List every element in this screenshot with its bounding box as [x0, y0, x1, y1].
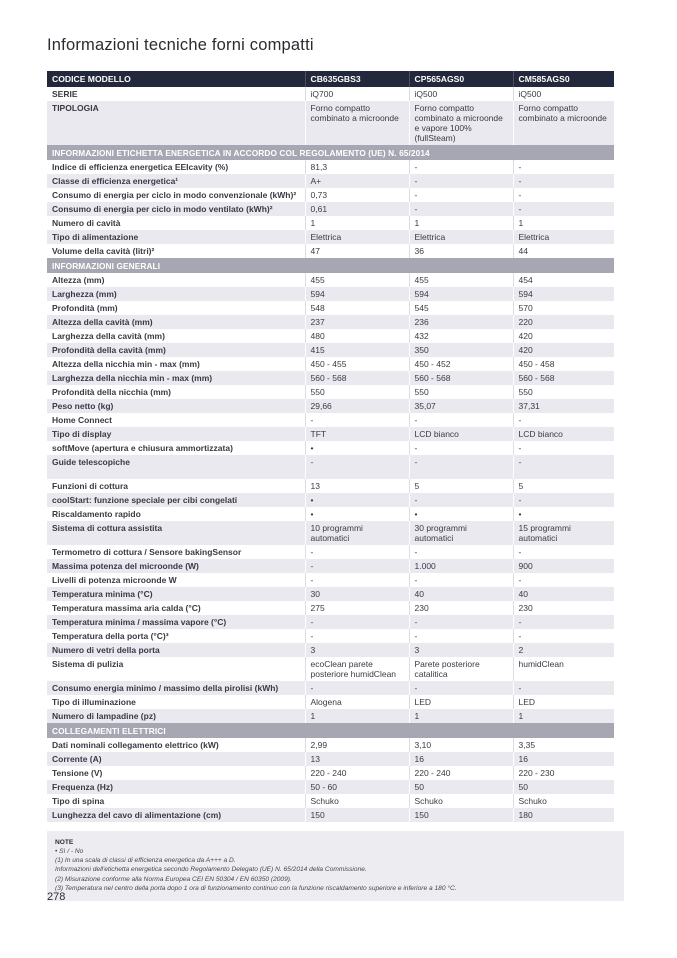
cell-value: Schuko: [409, 794, 513, 808]
table-row: [47, 343, 614, 357]
cell-value: 570: [513, 301, 614, 315]
spec-table: [47, 71, 614, 822]
cell-value: 40: [513, 587, 614, 601]
table-body: [47, 87, 614, 822]
cell-value: Parete posteriore catalitica: [409, 657, 513, 681]
cell-value: 1: [513, 216, 614, 230]
cell-value: -: [305, 615, 409, 629]
row-label: softMove (apertura e chiusura ammortizzata): [52, 443, 233, 453]
cell-value: iQ500: [513, 87, 614, 101]
row-label: Altezza della cavità (mm): [47, 315, 305, 329]
cell-value: 236: [409, 315, 513, 329]
table-row: [47, 521, 614, 545]
section-header-row: [47, 723, 614, 738]
table-head: [47, 71, 614, 87]
cell-value: 2: [513, 643, 614, 657]
cell-value: 16: [409, 752, 513, 766]
row-label: Temperatura massima aria calda (°C): [52, 603, 201, 613]
table-row: [47, 87, 614, 101]
cell-value: 550: [513, 385, 614, 399]
row-label: Profondità della nicchia (mm): [52, 387, 172, 397]
cell-value: 900: [513, 559, 614, 573]
table-header-row: [47, 71, 614, 87]
row-label: Sistema di pulizia: [52, 659, 124, 669]
cell-value: -: [513, 545, 614, 559]
cell-value: 454: [513, 273, 614, 287]
table-row: [47, 315, 614, 329]
row-label: Corrente (A): [47, 752, 305, 766]
cell-value: -: [409, 545, 513, 559]
row-label: Lunghezza del cavo di alimentazione (cm): [47, 808, 305, 822]
table-row: [47, 808, 614, 822]
page-title: Informazioni tecniche forni compatti: [47, 36, 314, 54]
cell-value: 220: [513, 315, 614, 329]
cell-value: 35,07: [409, 399, 513, 413]
table-row: [47, 371, 614, 385]
row-label: Sistema di cottura assistita: [47, 521, 305, 545]
row-label: Volume della cavità (litri)²: [52, 246, 155, 256]
row-label: Peso netto (kg): [47, 399, 305, 413]
cell-value: 594: [409, 287, 513, 301]
row-label: Frequenza (Hz): [47, 780, 305, 794]
row-label: Tipo di spina: [52, 796, 105, 806]
table-row: [47, 559, 614, 573]
row-label: Numero di cavità: [52, 218, 121, 228]
table-row: [47, 188, 614, 202]
cell-value: 230: [513, 601, 614, 615]
cell-value: -: [513, 188, 614, 202]
cell-value: 220 - 230: [513, 766, 614, 780]
cell-value: 50: [409, 780, 513, 794]
table-row: [47, 615, 614, 629]
cell-value: •: [409, 507, 513, 521]
cell-value: Forno compatto combinato a microonde: [513, 101, 614, 145]
cell-value: -: [409, 413, 513, 427]
row-label: Tipo di display: [47, 427, 305, 441]
section-header-row: [47, 145, 614, 160]
cell-value: -: [409, 493, 513, 507]
row-label: Funzioni di cottura: [52, 481, 129, 491]
cell-value: 10 programmi automatici: [305, 521, 409, 545]
table-row: [47, 202, 614, 216]
cell-value: 548: [305, 301, 409, 315]
cell-value: 180: [513, 808, 614, 822]
cell-value: 47: [305, 244, 409, 258]
table-row: [47, 507, 614, 521]
cell-value: 50: [513, 780, 614, 794]
cell-value: -: [409, 160, 513, 174]
row-label: TIPOLOGIA: [47, 101, 305, 145]
table-row: [47, 545, 614, 559]
table-row: [47, 657, 614, 681]
table-row: [47, 766, 614, 780]
row-label: Massima potenza del microonde (W): [47, 559, 305, 573]
notes-box: [47, 831, 624, 901]
cell-value: 480: [305, 329, 409, 343]
note-line: (2) Misurazione conforme alla Norma Europea CEI EN 50304 / EN 60350 (2009).: [55, 875, 292, 883]
row-label: Altezza della nicchia min - max (mm): [52, 359, 200, 369]
cell-value: -: [409, 681, 513, 695]
cell-value: 16: [513, 752, 614, 766]
table-row: [47, 752, 614, 766]
cell-value: -: [409, 188, 513, 202]
cell-value: 450 - 458: [513, 357, 614, 371]
notes-title: NOTE: [55, 839, 74, 846]
table-row: [47, 573, 614, 587]
cell-value: 3,10: [409, 738, 513, 752]
cell-value: •: [305, 493, 409, 507]
cell-value: 44: [513, 244, 614, 258]
cell-value: Alogena: [305, 695, 409, 709]
section-header-row: [47, 258, 614, 273]
cell-value: -: [305, 413, 409, 427]
cell-value: 37,31: [513, 399, 614, 413]
cell-value: -: [513, 455, 614, 479]
cell-value: 455: [409, 273, 513, 287]
cell-value: -: [513, 615, 614, 629]
cell-value: 237: [305, 315, 409, 329]
cell-value: 13: [305, 479, 409, 493]
cell-value: -: [305, 559, 409, 573]
row-label: Indice di efficienza energetica EEIcavity (%): [52, 162, 229, 172]
table-row: [47, 794, 614, 808]
cell-value: Schuko: [513, 794, 614, 808]
table-row: [47, 738, 614, 752]
table-row: [47, 287, 614, 301]
cell-value: 230: [409, 601, 513, 615]
row-label: Altezza (mm): [52, 275, 105, 285]
cell-value: -: [513, 174, 614, 188]
cell-value: 36: [409, 244, 513, 258]
cell-value: LED: [409, 695, 513, 709]
cell-value: 0,73: [305, 188, 409, 202]
cell-value: Forno compatto combinato a microonde e vapore 100% (fullSteam): [409, 101, 513, 145]
cell-value: -: [305, 545, 409, 559]
cell-value: 1: [409, 216, 513, 230]
cell-value: 560 - 568: [409, 371, 513, 385]
cell-value: Elettrica: [409, 230, 513, 244]
page-number: 278: [47, 891, 66, 903]
row-label: Temperatura della porta (°C)³: [52, 631, 169, 641]
cell-value: •: [305, 441, 409, 455]
cell-value: 2,99: [305, 738, 409, 752]
row-label: Guide telescopiche: [47, 455, 305, 479]
cell-value: -: [305, 455, 409, 479]
table-row: [47, 329, 614, 343]
row-label: Tipo di alimentazione: [47, 230, 305, 244]
note-line: Informazioni dell'etichetta energetica secondo Regolamento Delegato (UE) N. 65/2014 della Commissione.: [55, 866, 367, 874]
cell-value: 3,35: [513, 738, 614, 752]
cell-value: LCD bianco: [409, 427, 513, 441]
cell-value: 594: [513, 287, 614, 301]
cell-value: ecoClean parete posteriore humidClean: [305, 657, 409, 681]
cell-value: 275: [305, 601, 409, 615]
column-header: CB635GBS3: [305, 71, 409, 87]
cell-value: 550: [305, 385, 409, 399]
row-label: Classe di efficienza energetica¹: [47, 174, 305, 188]
cell-value: 30 programmi automatici: [409, 521, 513, 545]
cell-value: 220 - 240: [409, 766, 513, 780]
cell-value: -: [409, 441, 513, 455]
cell-value: 1: [409, 709, 513, 723]
row-label: Tensione (V): [52, 768, 103, 778]
cell-value: 1: [305, 709, 409, 723]
table-row: [47, 273, 614, 287]
cell-value: 560 - 568: [305, 371, 409, 385]
cell-value: Elettrica: [305, 230, 409, 244]
cell-value: 450 - 455: [305, 357, 409, 371]
cell-value: -: [513, 202, 614, 216]
cell-value: Schuko: [305, 794, 409, 808]
table-row: [47, 174, 614, 188]
row-label: Consumo di energia per ciclo in modo ventilato (kWh)²: [47, 202, 305, 216]
table-row: [47, 230, 614, 244]
note-legend: • Sì / - No: [55, 848, 84, 855]
row-label: Profondità della cavità (mm): [47, 343, 305, 357]
table-row: [47, 427, 614, 441]
cell-value: 220 - 240: [305, 766, 409, 780]
cell-value: 5: [513, 479, 614, 493]
row-label: Profondità (mm): [52, 303, 118, 313]
table-row: [47, 216, 614, 230]
table-row: [47, 385, 614, 399]
table-row: [47, 493, 614, 507]
row-label: Temperatura minima (°C): [47, 587, 305, 601]
cell-value: 1: [513, 709, 614, 723]
table-row: [47, 160, 614, 174]
cell-value: iQ500: [409, 87, 513, 101]
cell-value: 432: [409, 329, 513, 343]
cell-value: 3: [305, 643, 409, 657]
column-header: CM585AGS0: [513, 71, 614, 87]
cell-value: 29,66: [305, 399, 409, 413]
table-row: [47, 399, 614, 413]
column-header: CP565AGS0: [409, 71, 513, 87]
section-header: INFORMAZIONI GENERALI: [47, 258, 614, 273]
table-row: [47, 780, 614, 794]
cell-value: -: [513, 573, 614, 587]
table-row: [47, 101, 614, 145]
row-label: Riscaldamento rapido: [52, 509, 141, 519]
cell-value: 1.000: [409, 559, 513, 573]
cell-value: 13: [305, 752, 409, 766]
cell-value: 0,61: [305, 202, 409, 216]
cell-value: 40: [409, 587, 513, 601]
table-row: [47, 709, 614, 723]
table-row: [47, 587, 614, 601]
table-row: [47, 629, 614, 643]
note-line: (3) Temperatura nel centro della porta dopo 1 ora di funzionamento continuo con la funzione riscaldamento superiore e inferiore a 180 °C.: [55, 884, 457, 892]
row-label: Larghezza (mm): [47, 287, 305, 301]
section-header: COLLEGAMENTI ELETTRICI: [47, 723, 614, 738]
column-header: CODICE MODELLO: [47, 71, 305, 87]
cell-value: 81,3: [305, 160, 409, 174]
row-label: Tipo di illuminazione: [52, 697, 136, 707]
cell-value: TFT: [305, 427, 409, 441]
cell-value: -: [409, 202, 513, 216]
cell-value: humidClean: [513, 657, 614, 681]
cell-value: -: [409, 615, 513, 629]
cell-value: 550: [409, 385, 513, 399]
cell-value: 560 - 568: [513, 371, 614, 385]
note-line: (1) In una scala di classi di efficienza energetica da A+++ a D.: [55, 857, 236, 865]
table-row: [47, 479, 614, 493]
cell-value: 3: [409, 643, 513, 657]
cell-value: -: [409, 174, 513, 188]
row-label: Consumo energia minimo / massimo della pirolisi (kWh): [47, 681, 305, 695]
table-row: [47, 244, 614, 258]
cell-value: •: [513, 507, 614, 521]
row-label: Consumo di energia per ciclo in modo convenzionale (kWh)²: [52, 190, 297, 200]
row-label: Dati nominali collegamento elettrico (kW): [52, 740, 219, 750]
cell-value: Elettrica: [513, 230, 614, 244]
cell-value: 150: [305, 808, 409, 822]
cell-value: 450 - 452: [409, 357, 513, 371]
cell-value: -: [513, 413, 614, 427]
row-label: Larghezza della cavità (mm): [52, 331, 165, 341]
cell-value: 5: [409, 479, 513, 493]
cell-value: iQ700: [305, 87, 409, 101]
row-label: Larghezza della nicchia min - max (mm): [47, 371, 305, 385]
cell-value: 150: [409, 808, 513, 822]
cell-value: •: [305, 507, 409, 521]
cell-value: 455: [305, 273, 409, 287]
row-label: Temperatura minima / massima vapore (°C): [47, 615, 305, 629]
table-row: [47, 357, 614, 371]
cell-value: -: [409, 573, 513, 587]
cell-value: -: [409, 629, 513, 643]
table-row: [47, 301, 614, 315]
table-row: [47, 643, 614, 657]
cell-value: 30: [305, 587, 409, 601]
row-label: Numero di lampadine (pz): [47, 709, 305, 723]
row-label: Livelli di potenza microonde W: [52, 575, 177, 585]
cell-value: -: [513, 441, 614, 455]
cell-value: -: [513, 629, 614, 643]
row-label: coolStart: funzione speciale per cibi congelati: [47, 493, 305, 507]
cell-value: LED: [513, 695, 614, 709]
cell-value: -: [409, 455, 513, 479]
table-row: [47, 441, 614, 455]
cell-value: 1: [305, 216, 409, 230]
table-row: [47, 455, 614, 479]
cell-value: 15 programmi automatici: [513, 521, 614, 545]
row-label: SERIE: [52, 89, 78, 99]
cell-value: 420: [513, 343, 614, 357]
cell-value: 594: [305, 287, 409, 301]
cell-value: -: [305, 629, 409, 643]
cell-value: -: [513, 493, 614, 507]
cell-value: A+: [305, 174, 409, 188]
cell-value: -: [305, 681, 409, 695]
row-label: Home Connect: [52, 415, 112, 425]
cell-value: -: [513, 681, 614, 695]
row-label: Numero di vetri della porta: [47, 643, 305, 657]
table-row: [47, 695, 614, 709]
table-row: [47, 601, 614, 615]
table-row: [47, 413, 614, 427]
cell-value: -: [305, 573, 409, 587]
table-row: [47, 681, 614, 695]
cell-value: 415: [305, 343, 409, 357]
cell-value: LCD bianco: [513, 427, 614, 441]
cell-value: 350: [409, 343, 513, 357]
cell-value: 545: [409, 301, 513, 315]
cell-value: -: [513, 160, 614, 174]
cell-value: 420: [513, 329, 614, 343]
section-header: INFORMAZIONI ETICHETTA ENERGETICA IN ACCORDO COL REGOLAMENTO (UE) N. 65/2014: [47, 145, 614, 160]
cell-value: 50 - 60: [305, 780, 409, 794]
cell-value: Forno compatto combinato a microonde: [305, 101, 409, 145]
row-label: Termometro di cottura / Sensore bakingSensor: [52, 547, 242, 557]
